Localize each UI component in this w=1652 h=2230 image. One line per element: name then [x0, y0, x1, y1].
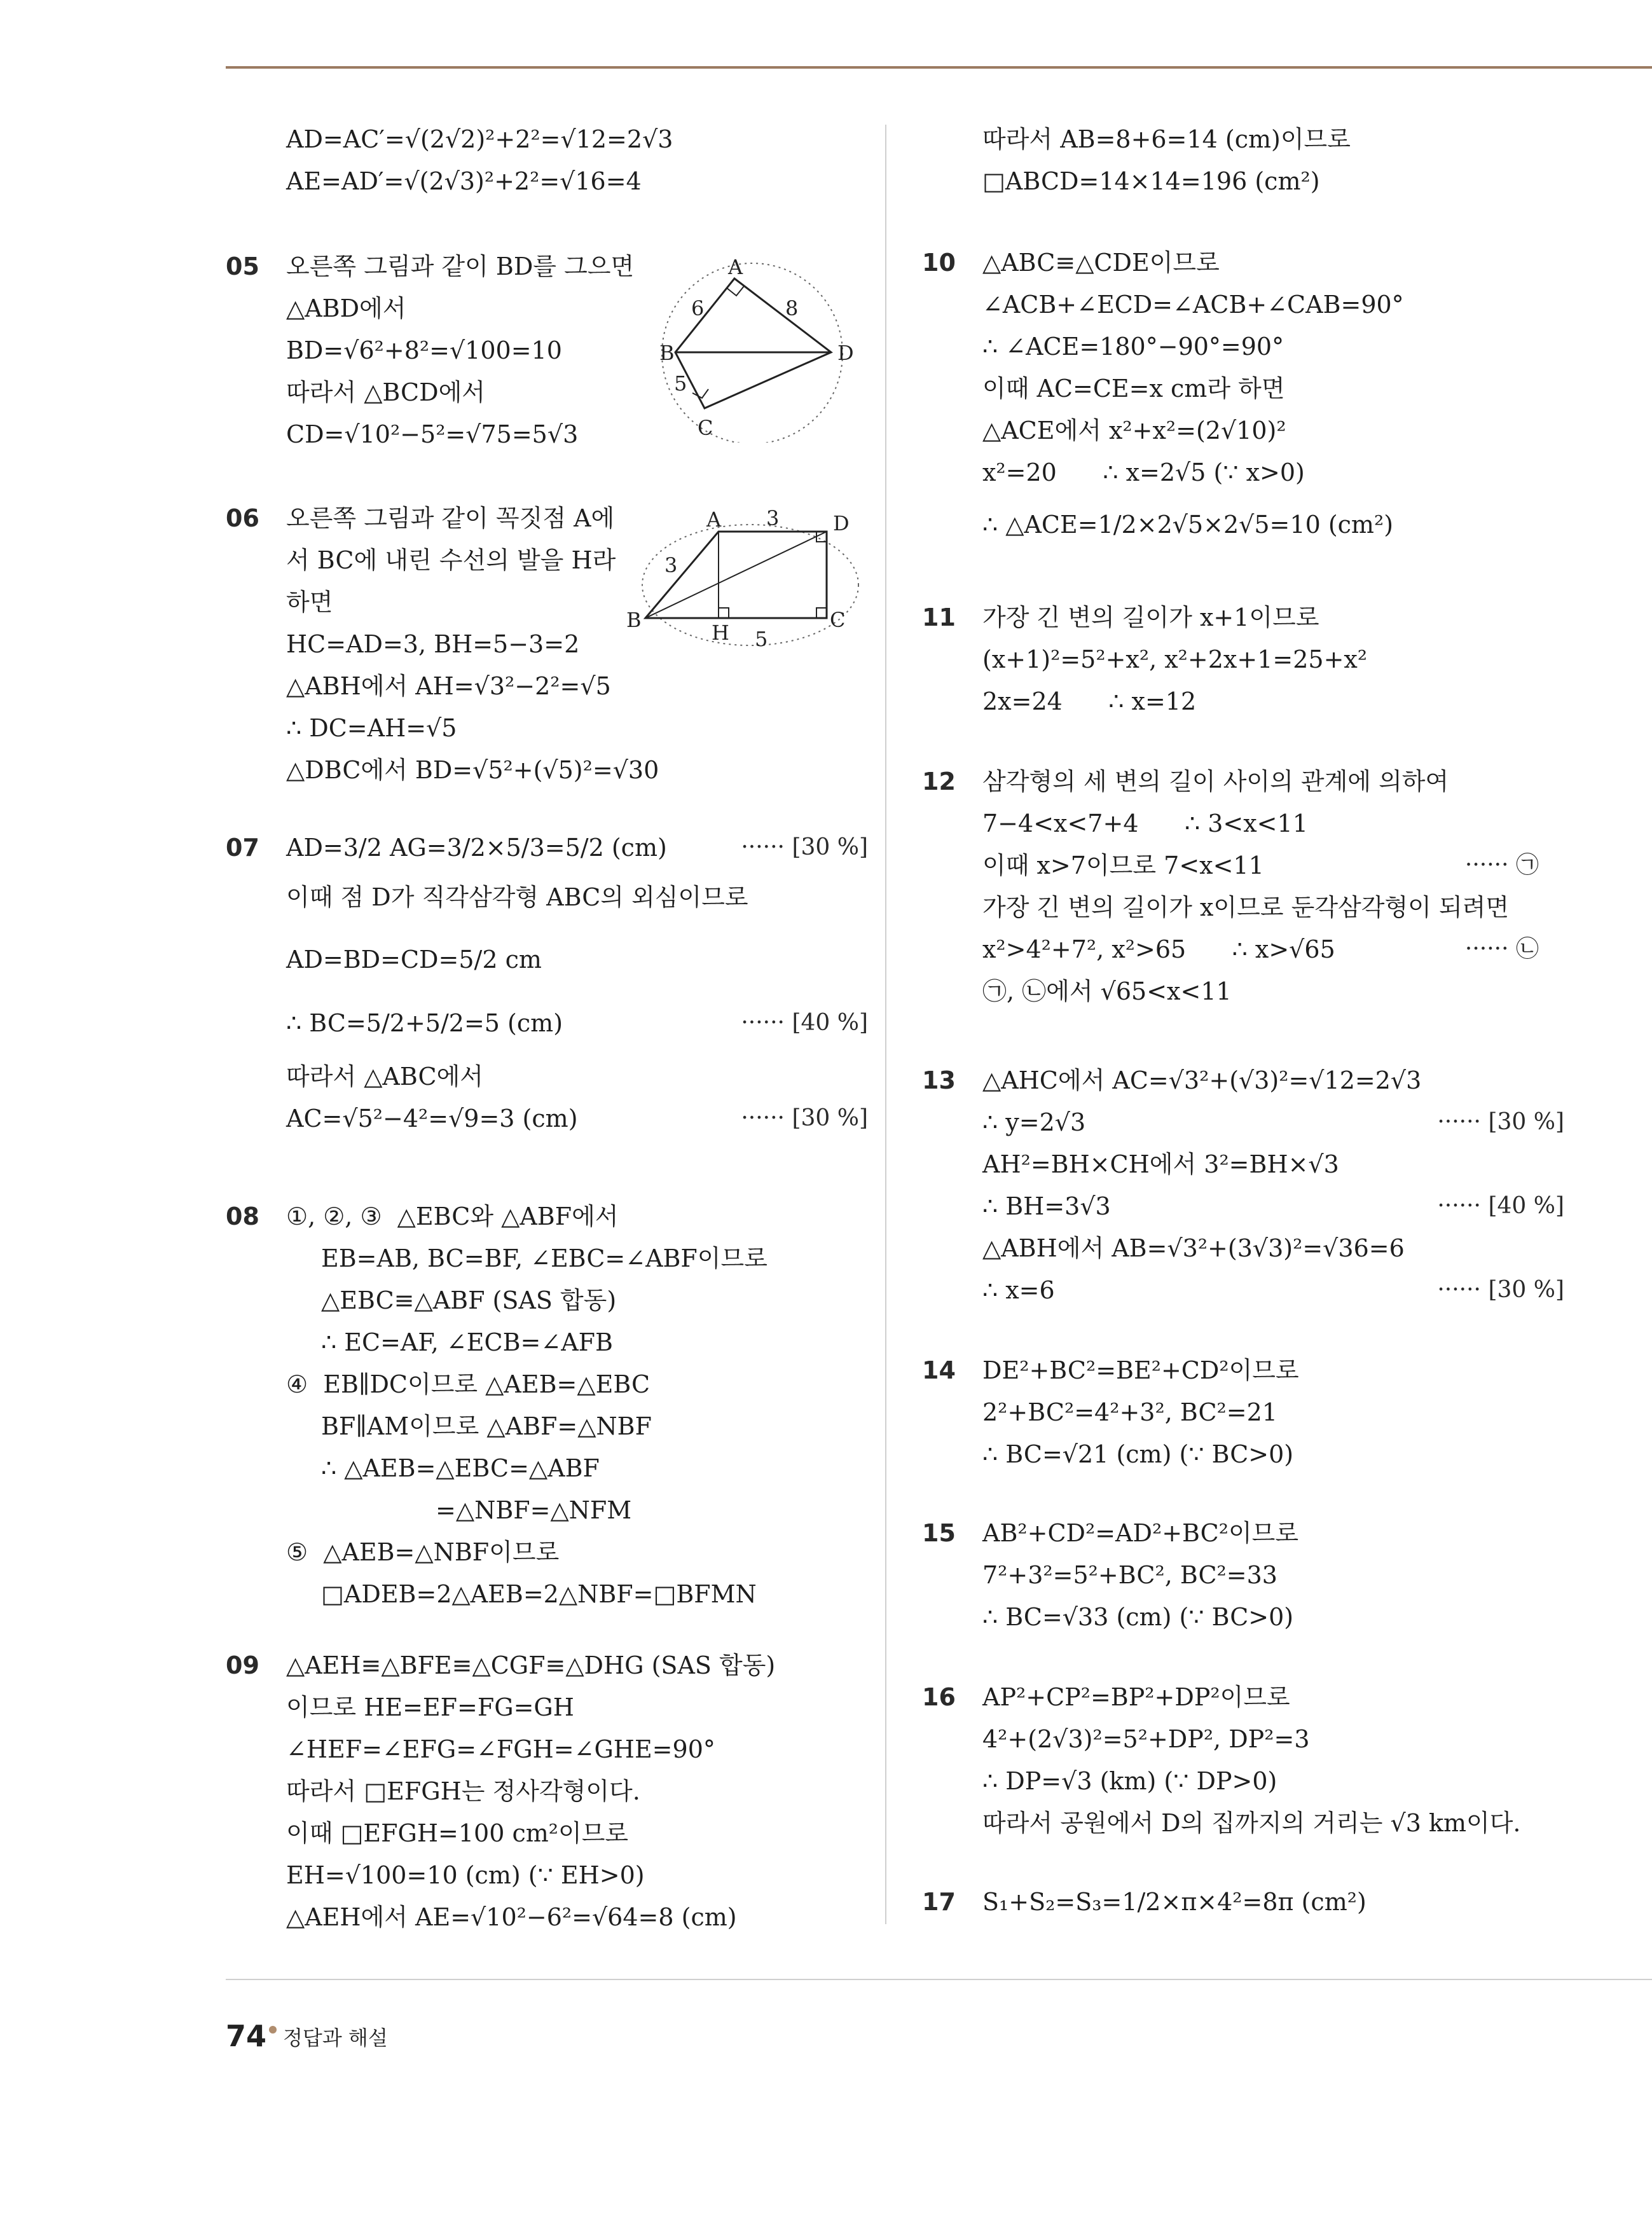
label-a: A [706, 507, 722, 532]
label-8: 8 [785, 296, 799, 320]
solution-line: AD=3/2 AG=3/2×5/3=5/2 (cm) [286, 834, 667, 862]
solution-line: 오른쪽 그림과 같이 BD를 그으면 [286, 252, 635, 280]
solution-line: □ABCD=14×14=196 (cm²) [982, 167, 1320, 195]
solution-line: □ADEB=2△AEB=2△NBF=□BFMN [321, 1580, 757, 1608]
solution-line: 7²+3²=5²+BC², BC²=33 [982, 1561, 1277, 1589]
solution-line: EB=AB, BC=BF, ∠EBC=∠ABF이므로 [321, 1244, 767, 1272]
solution-line: BD=√6²+8²=√100=10 [286, 336, 562, 364]
solution-line: 따라서 △BCD에서 [286, 378, 486, 406]
solution-line: AH²=BH×CH에서 3²=BH×√3 [982, 1150, 1339, 1178]
problem-number: 06 [226, 504, 259, 532]
solution-line: ∴ △AEB=△EBC=△ABF [321, 1454, 600, 1482]
solution-line: ∴ DC=AH=√5 [286, 714, 457, 742]
solution-line: AP²+CP²=BP²+DP²이므로 [982, 1683, 1290, 1711]
score-mark: ······ [30 %] [1437, 1109, 1564, 1135]
solution-line: △ABD에서 [286, 294, 406, 322]
problem-number: 13 [922, 1066, 956, 1094]
solution-line: 따라서 AB=8+6=14 (cm)이므로 [982, 125, 1351, 153]
solution-line: 오른쪽 그림과 같이 꼭짓점 A에 [286, 504, 615, 532]
solution-line: ∴ BC=5/2+5/2=5 (cm) [286, 1009, 563, 1037]
problem-number: 09 [226, 1651, 259, 1679]
solution-line: ④ EB∥DC이므로 △AEB=△EBC [286, 1370, 650, 1398]
solution-line: 삼각형의 세 변의 길이 사이의 관계에 의하여 [982, 767, 1449, 795]
label-3-side: 3 [664, 553, 678, 577]
solution-line: ∠HEF=∠EFG=∠FGH=∠GHE=90° [286, 1735, 715, 1763]
solution-line: AE=AD′=√(2√3)²+2²=√16=4 [286, 167, 642, 195]
problem-number: 14 [922, 1356, 956, 1384]
solution-line: ∠ACB+∠ECD=∠ACB+∠CAB=90° [982, 291, 1404, 319]
solution-line: △ABH에서 AH=√3²−2²=√5 [286, 672, 611, 700]
label-b: B [626, 608, 642, 632]
condition-mark: ······ ㉠ [1464, 852, 1539, 878]
quadrilateral-figure-05 [658, 258, 862, 443]
solution-line: △ABC≡△CDE이므로 [982, 249, 1220, 277]
problem-number: 07 [226, 834, 259, 862]
solution-line: ∴ BC=√33 (cm) (∵ BC>0) [982, 1603, 1294, 1631]
solution-line: ∴ ∠ACE=180°−90°=90° [982, 333, 1284, 361]
solution-line: (x+1)²=5²+x², x²+2x+1=25+x² [982, 645, 1368, 673]
solution-line: 서 BC에 내린 수선의 발을 H라 [286, 546, 616, 574]
solution-line: △DBC에서 BD=√5²+(√5)²=√30 [286, 756, 659, 784]
solution-line: 4²+(2√3)²=5²+DP², DP²=3 [982, 1725, 1310, 1753]
solution-line: △AHC에서 AC=√3²+(√3)²=√12=2√3 [982, 1066, 1422, 1094]
label-c: C [830, 608, 846, 632]
footer-title: 정답과 해설 [283, 2026, 388, 2050]
solution-line: ∴ DP=√3 (km) (∵ DP>0) [982, 1767, 1277, 1795]
label-6: 6 [691, 296, 705, 320]
solution-line: 7−4<x<7+4 ∴ 3<x<11 [982, 809, 1308, 837]
label-d: D [837, 341, 854, 365]
solution-line: 이때 AC=CE=x cm라 하면 [982, 375, 1285, 403]
solution-line: ∴ y=2√3 [982, 1108, 1086, 1136]
problem-number: 15 [922, 1519, 956, 1547]
solution-line: △AEH에서 AE=√10²−6²=√64=8 (cm) [286, 1903, 737, 1931]
label-c: C [698, 416, 713, 440]
problem-number: 12 [922, 767, 956, 795]
solution-line: 따라서 △ABC에서 [286, 1063, 483, 1091]
solution-line: ∴ EC=AF, ∠ECB=∠AFB [321, 1328, 613, 1356]
bottom-rule [226, 1979, 1652, 1980]
problem-number: 05 [226, 252, 259, 280]
solution-line: =△NBF=△NFM [436, 1496, 632, 1524]
solution-line: 가장 긴 변의 길이가 x+1이므로 [982, 603, 1319, 631]
solution-line: ∴ △ACE=1/2×2√5×2√5=10 (cm²) [982, 511, 1394, 539]
solution-line: HC=AD=3, BH=5−3=2 [286, 630, 580, 658]
solution-line: △ACE에서 x²+x²=(2√10)² [982, 416, 1286, 444]
solution-line: 이때 점 D가 직각삼각형 ABC의 외심이므로 [286, 883, 748, 911]
solution-line: AB²+CD²=AD²+BC²이므로 [982, 1519, 1299, 1547]
condition-mark: ······ ㉡ [1464, 936, 1539, 962]
solution-line: 2²+BC²=4²+3², BC²=21 [982, 1398, 1277, 1426]
score-mark: ······ [40 %] [741, 1010, 868, 1036]
top-rule [226, 66, 1652, 69]
label-b: B [659, 341, 675, 365]
solution-line: x²=20 ∴ x=2√5 (∵ x>0) [982, 458, 1305, 486]
page-number: 74 [226, 2019, 267, 2053]
solution-line: 이때 □EFGH=100 cm²이므로 [286, 1819, 629, 1847]
solution-line: EH=√100=10 (cm) (∵ EH>0) [286, 1861, 645, 1889]
problem-number: 17 [922, 1888, 956, 1916]
label-5: 5 [674, 371, 687, 396]
solution-line: 이때 x>7이므로 7<x<11 [982, 851, 1264, 879]
solution-line: ∴ x=6 [982, 1276, 1055, 1304]
solution-line: 따라서 □EFGH는 정사각형이다. [286, 1777, 640, 1805]
label-5: 5 [755, 627, 768, 649]
trapezoid-figure-06 [626, 502, 862, 649]
solution-line: △AEH≡△BFE≡△CGF≡△DHG (SAS 합동) [286, 1651, 776, 1679]
score-mark: ······ [40 %] [1437, 1193, 1564, 1219]
solution-line: CD=√10²−5²=√75=5√3 [286, 420, 579, 448]
solution-line: DE²+BC²=BE²+CD²이므로 [982, 1356, 1299, 1384]
score-mark: ······ [30 %] [741, 1105, 868, 1131]
solution-line: BF∥AM이므로 △ABF=△NBF [321, 1412, 652, 1440]
solution-line: △EBC≡△ABF (SAS 합동) [321, 1286, 617, 1314]
solution-line: 하면 [286, 588, 333, 616]
solution-line: AC=√5²−4²=√9=3 (cm) [286, 1105, 578, 1132]
solution-line: ①, ②, ③ △EBC와 △ABF에서 [286, 1202, 619, 1230]
problem-number: 11 [922, 603, 956, 631]
solution-line: 가장 긴 변의 길이가 x이므로 둔각삼각형이 되려면 [982, 893, 1510, 921]
solution-line: AD=BD=CD=5/2 cm [286, 946, 542, 974]
solution-line: 이므로 HE=EF=FG=GH [286, 1693, 574, 1721]
solution-line: ∴ BH=3√3 [982, 1192, 1111, 1220]
solution-line: AD=AC′=√(2√2)²+2²=√12=2√3 [286, 125, 673, 153]
solution-line: ⑤ △AEB=△NBF이므로 [286, 1538, 560, 1566]
solution-line: 2x=24 ∴ x=12 [982, 687, 1197, 715]
problem-number: 16 [922, 1683, 956, 1711]
solution-line: ∴ BC=√21 (cm) (∵ BC>0) [982, 1440, 1294, 1468]
score-mark: ······ [30 %] [741, 834, 868, 860]
label-3-top: 3 [766, 506, 780, 530]
solution-line: 따라서 공원에서 D의 집까지의 거리는 √3 km이다. [982, 1809, 1521, 1837]
label-a: A [728, 258, 743, 279]
label-d: D [833, 511, 850, 535]
problem-number: 10 [922, 249, 956, 277]
column-divider [885, 125, 886, 1924]
solution-line: S₁+S₂=S₃=1/2×π×4²=8π (cm²) [982, 1888, 1366, 1916]
footer-bullet [269, 2026, 277, 2034]
solution-line: ㉠, ㉡에서 √65<x<11 [982, 977, 1232, 1005]
label-h: H [712, 621, 729, 645]
solution-line: △ABH에서 AB=√3²+(3√3)²=√36=6 [982, 1234, 1405, 1262]
problem-number: 08 [226, 1202, 259, 1230]
score-mark: ······ [30 %] [1437, 1277, 1564, 1303]
solution-line: x²>4²+7², x²>65 ∴ x>√65 [982, 935, 1335, 963]
